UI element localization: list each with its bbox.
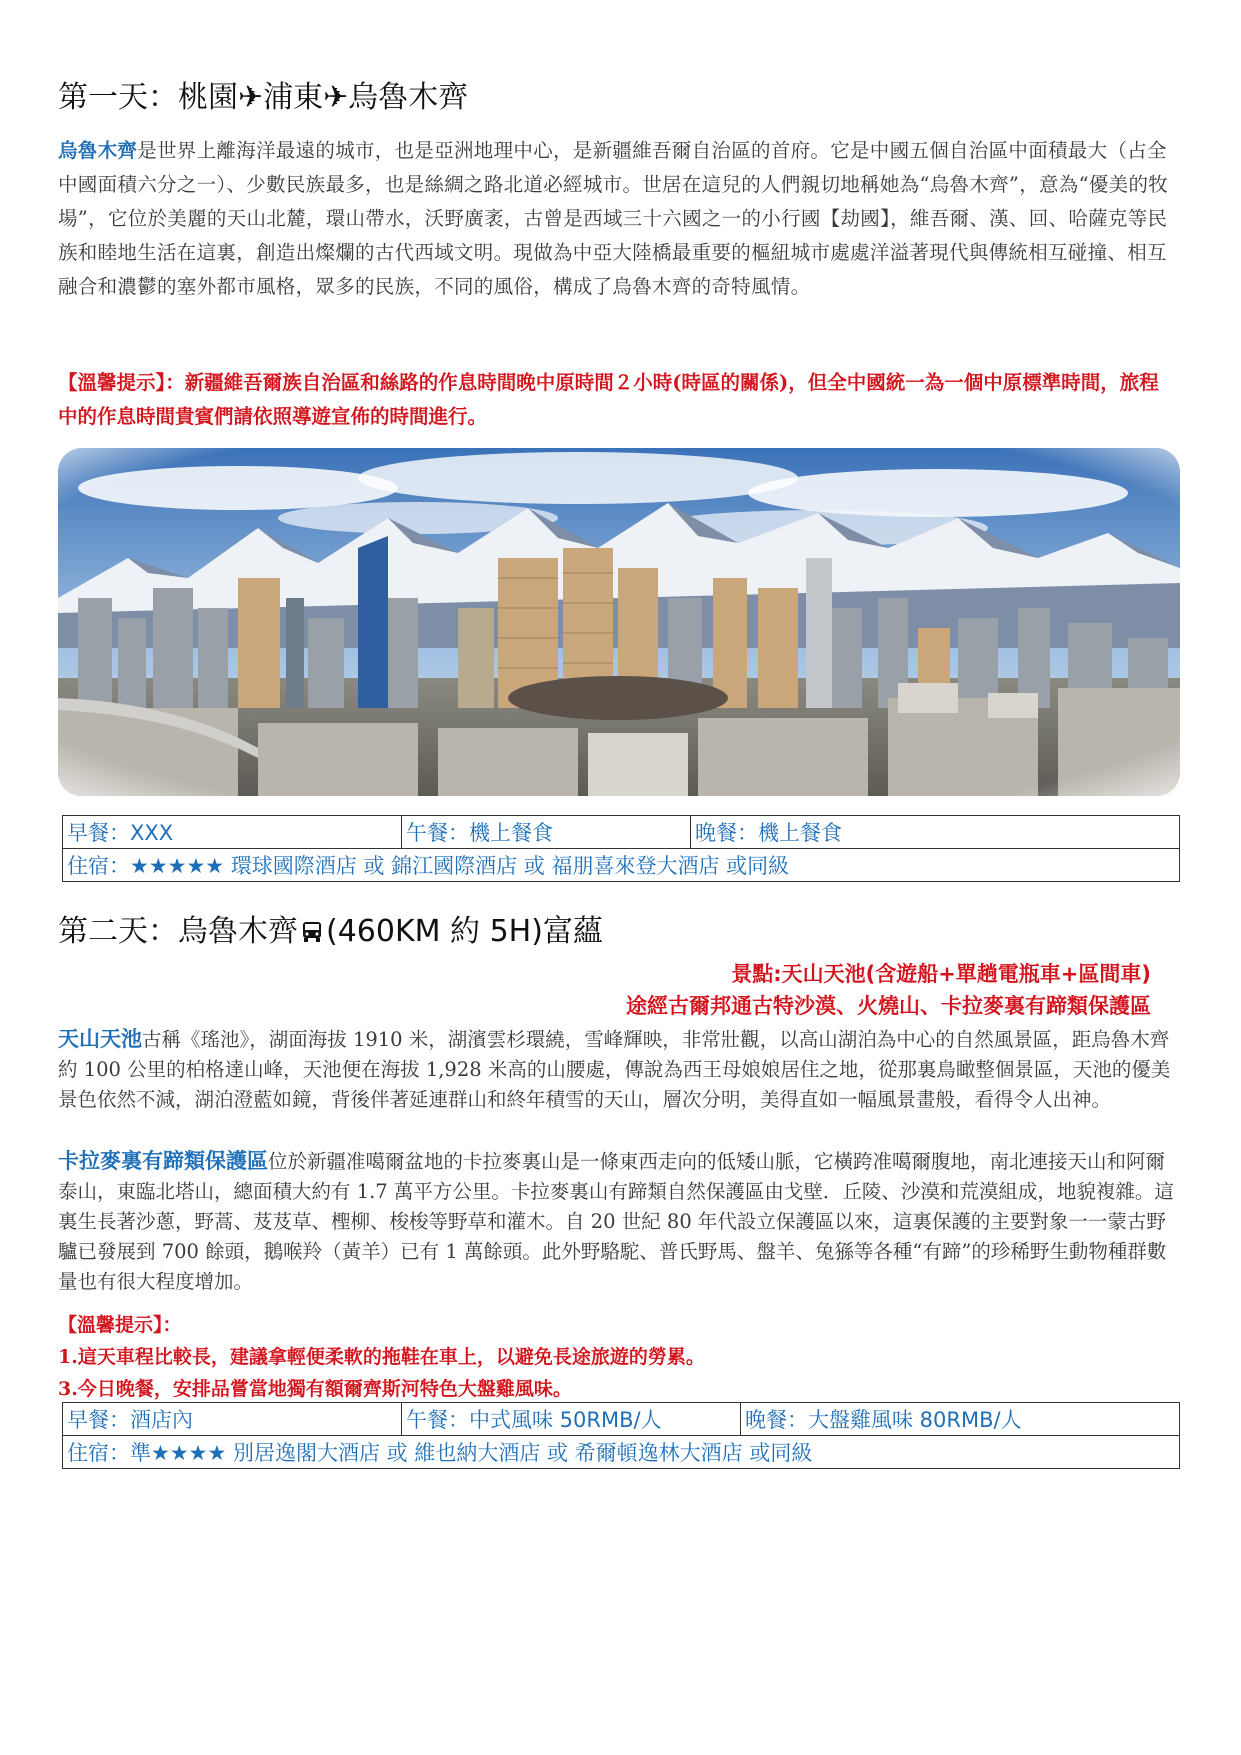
day2-title	[58, 906, 603, 950]
day2-sight-line-2: 途經古爾邦通古特沙漠、火燒山、卡拉麥裏有蹄類保護區	[626, 994, 1151, 1018]
day2-tip-2: 3.今日晚餐，安排品嘗當地獨有額爾齊斯河特色大盤雞風味。	[58, 1378, 572, 1400]
day2-sight-line-1: 景點:天山天池(含遊船+單趟電瓶車+區間車)	[731, 962, 1151, 986]
day1-intro	[58, 134, 1178, 304]
table-row	[63, 816, 1180, 849]
day2-hotel: 住宿：準★★★★ 別居逸閣大酒店 或 維也納大酒店 或 希爾頓逸林大酒店 或同級	[63, 1436, 1180, 1469]
day2-title-end: (460KM 約 5H)富蘊	[326, 914, 603, 949]
day1-title: 第一天：桃園✈浦東✈烏魯木齊	[58, 80, 469, 115]
day2-kalamaili-paragraph	[58, 1146, 1178, 1297]
day2-title-start: 第二天：烏魯木齊	[58, 914, 298, 949]
day2-tip-1: 1.這天車程比較長，建議拿輕便柔軟的拖鞋在車上，以避免長途旅遊的勞累。	[58, 1346, 705, 1368]
table-row	[63, 1403, 1180, 1436]
day1-meal-table	[62, 815, 1180, 882]
kalamaili-text: 位於新疆准噶爾盆地的卡拉麥裏山是一條東西走向的低矮山脈，它橫跨准噶爾腹地，南北連接天山和阿爾泰山，東臨北塔山，總面積大約有 1.7 萬平方公里。卡拉麥裏山有蹄類自然保護區由戈壁．丘陵、沙漠和荒漠組成，地貌複雜。這裏生長著沙蔥，野蒿、芨芨草、檉柳、梭梭等野草和灌木。自 20 世紀 80 年代設立保護區以來，這裏保護的主要對象一一蒙古野驢已發展到 700 餘頭，鵝喉羚（黃羊）已有 1 萬餘頭。此外野駱駝、普氏野馬、盤羊、兔猻等各種“有蹄”的珍稀野生動物種群數量也有很大程度增加。	[58, 1150, 1174, 1293]
day2-meal-table	[62, 1402, 1180, 1469]
day2-tip-heading: 【溫馨提示】：	[58, 1314, 182, 1336]
bus-icon	[302, 916, 322, 938]
day2-lunch: 午餐：中式風味 50RMB/人	[402, 1403, 741, 1436]
table-row	[63, 849, 1180, 882]
tianchi-highlight: 天山天池	[58, 1026, 142, 1051]
day1-tip: 【溫馨提示】：新疆維吾爾族自治區和絲路的作息時間晚中原時間２小時(時區的關係)，但全中國統一為一個中原標準時間，旅程中的作息時間貴賓們請依照導遊宣佈的時間進行。	[58, 371, 1159, 428]
day2-dinner: 晚餐：大盤雞風味 80RMB/人	[741, 1403, 1180, 1436]
day1-lunch: 午餐：機上餐食	[402, 816, 691, 849]
day1-dinner: 晚餐：機上餐食	[691, 816, 1180, 849]
day1-intro-highlight: 烏魯木齊	[58, 139, 138, 162]
day1-hotel: 住宿：★★★★★ 環球國際酒店 或 錦江國際酒店 或 福朋喜來登大酒店 或同級	[63, 849, 1180, 882]
kalamaili-highlight: 卡拉麥裏有蹄類保護區	[58, 1148, 268, 1173]
day1-intro-text: 是世界上離海洋最遠的城市，也是亞洲地理中心，是新疆維吾爾自治區的首府。它是中國五個自治區中面積最大（占全中國面積六分之一）、少數民族最多，也是絲綢之路北道必經城市。世居在這兒的人們親切地稱她為“烏魯木齊”，意為“優美的牧場”，它位於美麗的天山北麓，環山帶水，沃野廣袤，古曾是西域三十六國之一的小行國【劫國】，維吾爾、漢、回、哈薩克等民族和睦地生活在這裏，創造出燦爛的古代西域文明。現做為中亞大陸橋最重要的樞紐城市處處洋溢著現代與傳統相互碰撞、相互融合和濃鬱的塞外都市風格，眾多的民族，不同的風俗，構成了烏魯木齊的奇特風情。	[58, 139, 1169, 298]
day2-breakfast: 早餐：酒店內	[63, 1403, 402, 1436]
tianchi-text: 古稱《瑤池》，湖面海拔 1910 米，湖濱雲杉環繞，雪峰輝映，非常壯觀，以高山湖泊為中心的自然風景區，距烏魯木齊約 100 公里的柏格達山峰，天池便在海拔 1,928 米高的山腰處，傳說為西王母娘娘居住之地，從那裏鳥瞰整個景區，天池的優美景色依然不減，湖泊澄藍如鏡，背後伴著延連群山和終年積雪的天山，層次分明，美得直如一幅風景畫般，看得令人出神。	[58, 1028, 1171, 1111]
urumqi-skyline-photo	[58, 448, 1180, 796]
table-row	[63, 1436, 1180, 1469]
day2-tianchi-paragraph	[58, 1024, 1178, 1115]
day1-breakfast: 早餐：XXX	[63, 816, 402, 849]
